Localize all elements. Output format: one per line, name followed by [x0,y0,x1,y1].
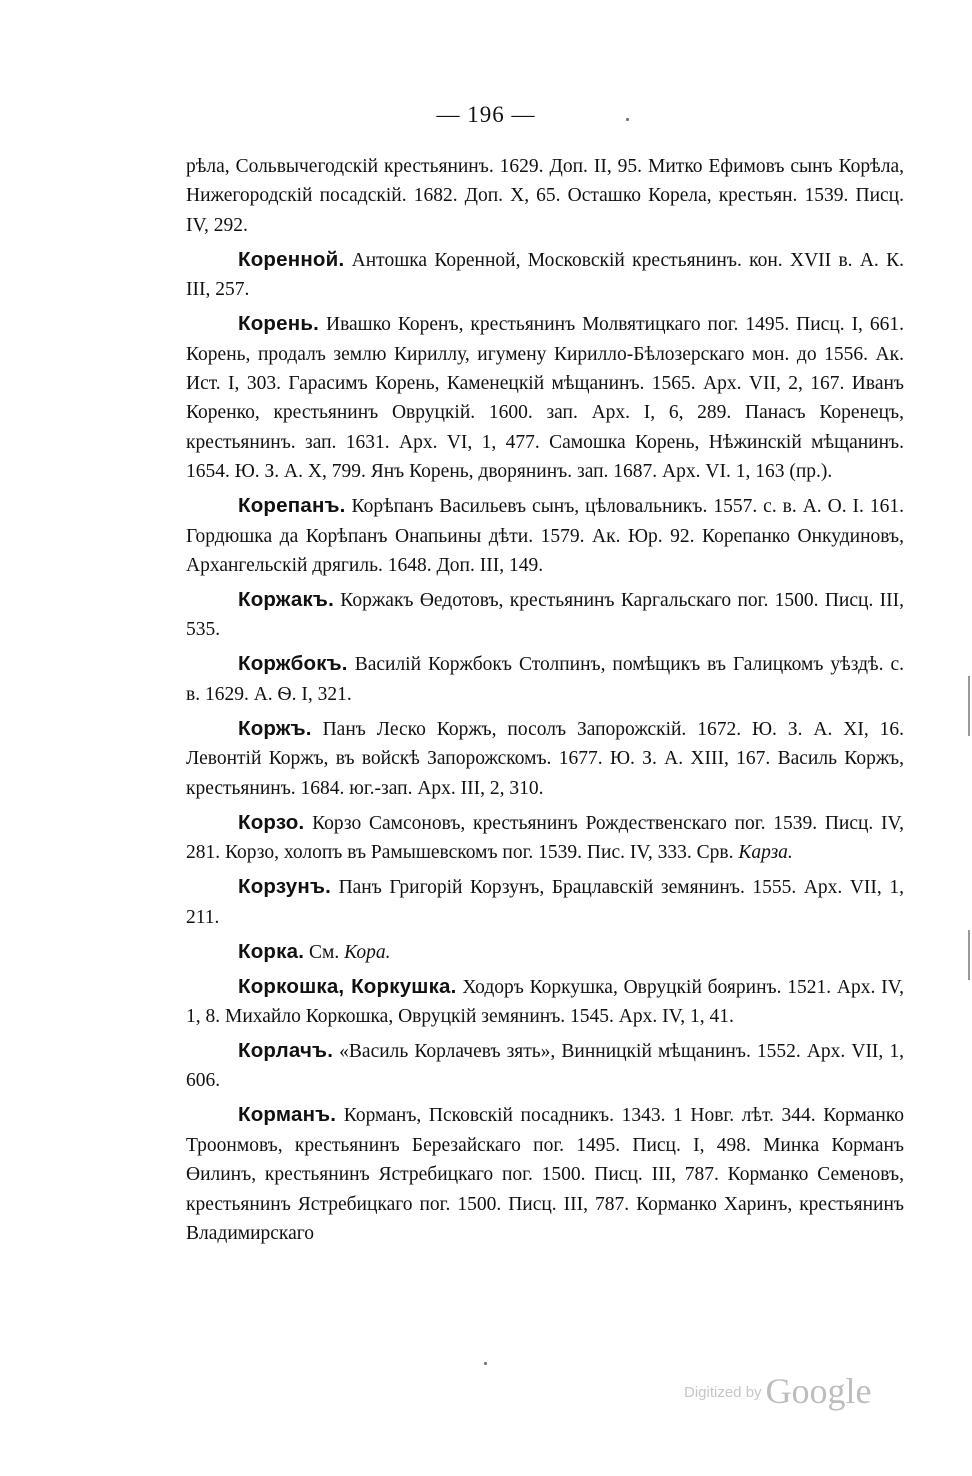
entry-text: Панъ Леско Коржъ, посолъ Запорожскій. 1672. Ю. З. А. XI, 16. Левонтій Коржъ, въ войскѣ Запорожскомъ. 1677. Ю. З. А. XIII, 167. Василь Коржъ, крестьянинъ. 1684. юг.-зап. Арх. III, 2, 310. [186,718,904,799]
entry-headword: Корманъ. [238,1103,337,1127]
entry-headword: Коркошка, Коркушка. [238,974,457,998]
google-logo: Google [765,1371,872,1411]
entry-korennoy [186,245,904,305]
entry-continuation [186,152,904,240]
dictionary-text [186,152,904,1253]
entry-korzo [186,808,904,868]
scan-speck [626,118,629,121]
entry-korzhak [186,585,904,645]
entry-headword: Коржакъ. [238,588,334,612]
entry-korzun [186,872,904,932]
entry-korkoshka [186,972,904,1032]
entry-text: Коржакъ Өедотовъ, крестьянинъ Каргальскаго пог. 1500. Писц. III, 535. [186,590,904,641]
entry-text: Корзо Самсоновъ, крестьянинъ Рождественскаго пог. 1539. Писц. IV, 281. Корзо, холопъ въ Рамышевскомъ пог. 1539. Пис. IV, 333. Срв. [186,812,904,864]
entry-korepan [186,491,904,580]
digitized-watermark [684,1370,872,1412]
entry-text: См. [304,941,345,963]
entry-koren [186,309,904,486]
cross-reference: Кора. [344,941,391,963]
entry-headword: Корзунъ. [238,875,331,899]
page-edge-mark [968,930,970,980]
entry-headword: Корень. [238,312,320,336]
entry-text: Корѣпанъ Васильевъ сынъ, цѣловальникъ. 1557. с. в. А. О. I. 161. Гордюшка да Корѣпанъ Онапьины дѣти. 1579. Ак. Юр. 92. Корепанко Онкудиновъ, Архангельскій дрягиль. 1648. Доп. III, 149. [186,496,904,577]
entry-headword: Корлачъ. [238,1038,334,1062]
entry-korlach [186,1036,904,1096]
cross-reference: Карза. [738,842,793,864]
entry-headword: Корепанъ. [238,494,346,518]
entry-headword: Корзо. [238,810,305,834]
entry-korzh [186,714,904,803]
scan-speck [484,1362,487,1365]
entry-text: Ивашко Коренъ, крестьянинъ Молвятицкаго пог. 1495. Писц. I, 661. Корень, продалъ землю Кириллу, игумену Кирилло-Бѣлозерскаго мон. до 1556. Ак. Ист. I, 303. Гарасимъ Корень, Каменецкій мѣщанинъ. 1565. Арх. VII, 2, 167. Иванъ Коренко, крестьянинъ Овруцкій. 1600. зап. Арх. I, 6, 289. Панасъ Коренецъ, крестьянинъ. зап. 1631. Арх. VI, 1, 477. Самошка Корень, Нѣжинскій мѣщанинъ. 1654. Ю. З. А. X, 799. Янъ Корень, дворянинъ. зап. 1687. Арх. VI. 1, 163 (пр.). [186,314,904,483]
entry-headword: Коржбокъ. [238,652,348,676]
entry-korzhbok [186,649,904,709]
entry-text: Ходоръ Коркушка, Овруцкій бояринъ. 1521. Арх. IV, 1, 8. Михайло Коркошка, Овруцкій земянинъ. 1545. Арх. IV, 1, 41. [186,976,905,1027]
entry-korka [186,937,904,967]
entry-headword: Корка. [238,939,305,963]
entry-text: «Василь Корлачевъ зять», Винницкій мѣщанинъ. 1552. Арх. VII, 1, 606. [186,1040,904,1092]
watermark-prefix: Digitized by [684,1384,762,1401]
entry-text: Корманъ, Псковскій посадникъ. 1343. 1 Новг. лѣт. 344. Корманко Троонмовъ, крестьянинъ Березайскаго пог. 1495. Писц. I, 498. Минка Корманъ Өилинъ, крестьянинъ Ястребицкаго пог. 1500. Писц. III, 787. Корманко Семеновъ, крестьянинъ Ястребицкаго пог. 1500. Писц. III, 787. Корманко Харинъ, крестьянинъ Владимирскаго [186,1105,904,1244]
page-edge-mark [968,676,970,736]
entry-text: Василій Коржбокъ Столпинъ, помѣщикъ въ Галицкомъ уѣздѣ. с. в. 1629. А. Ѳ. I, 321. [186,654,904,705]
page-number: — 196 — [436,102,536,127]
entry-headword: Коржъ. [238,716,312,740]
entry-text: Антошка Коренной, Московскій крестьянинъ. кон. XVII в. А. К. III, 257. [186,249,904,301]
entry-headword: Коренной. [238,247,345,271]
entry-text: Панъ Григорій Корзунъ, Брацлавскій земянинъ. 1555. Арх. VII, 1, 211. [186,877,904,928]
entry-korman [186,1100,904,1248]
entry-text: рѣла, Сольвычегодскій крестьянинъ. 1629. Доп. II, 95. Митко Ефимовъ сынъ Корѣла, Нижегородскій посадскій. 1682. Доп. X, 65. Осташко Корела, крестьян. 1539. Писц. IV, 292. [186,156,904,236]
